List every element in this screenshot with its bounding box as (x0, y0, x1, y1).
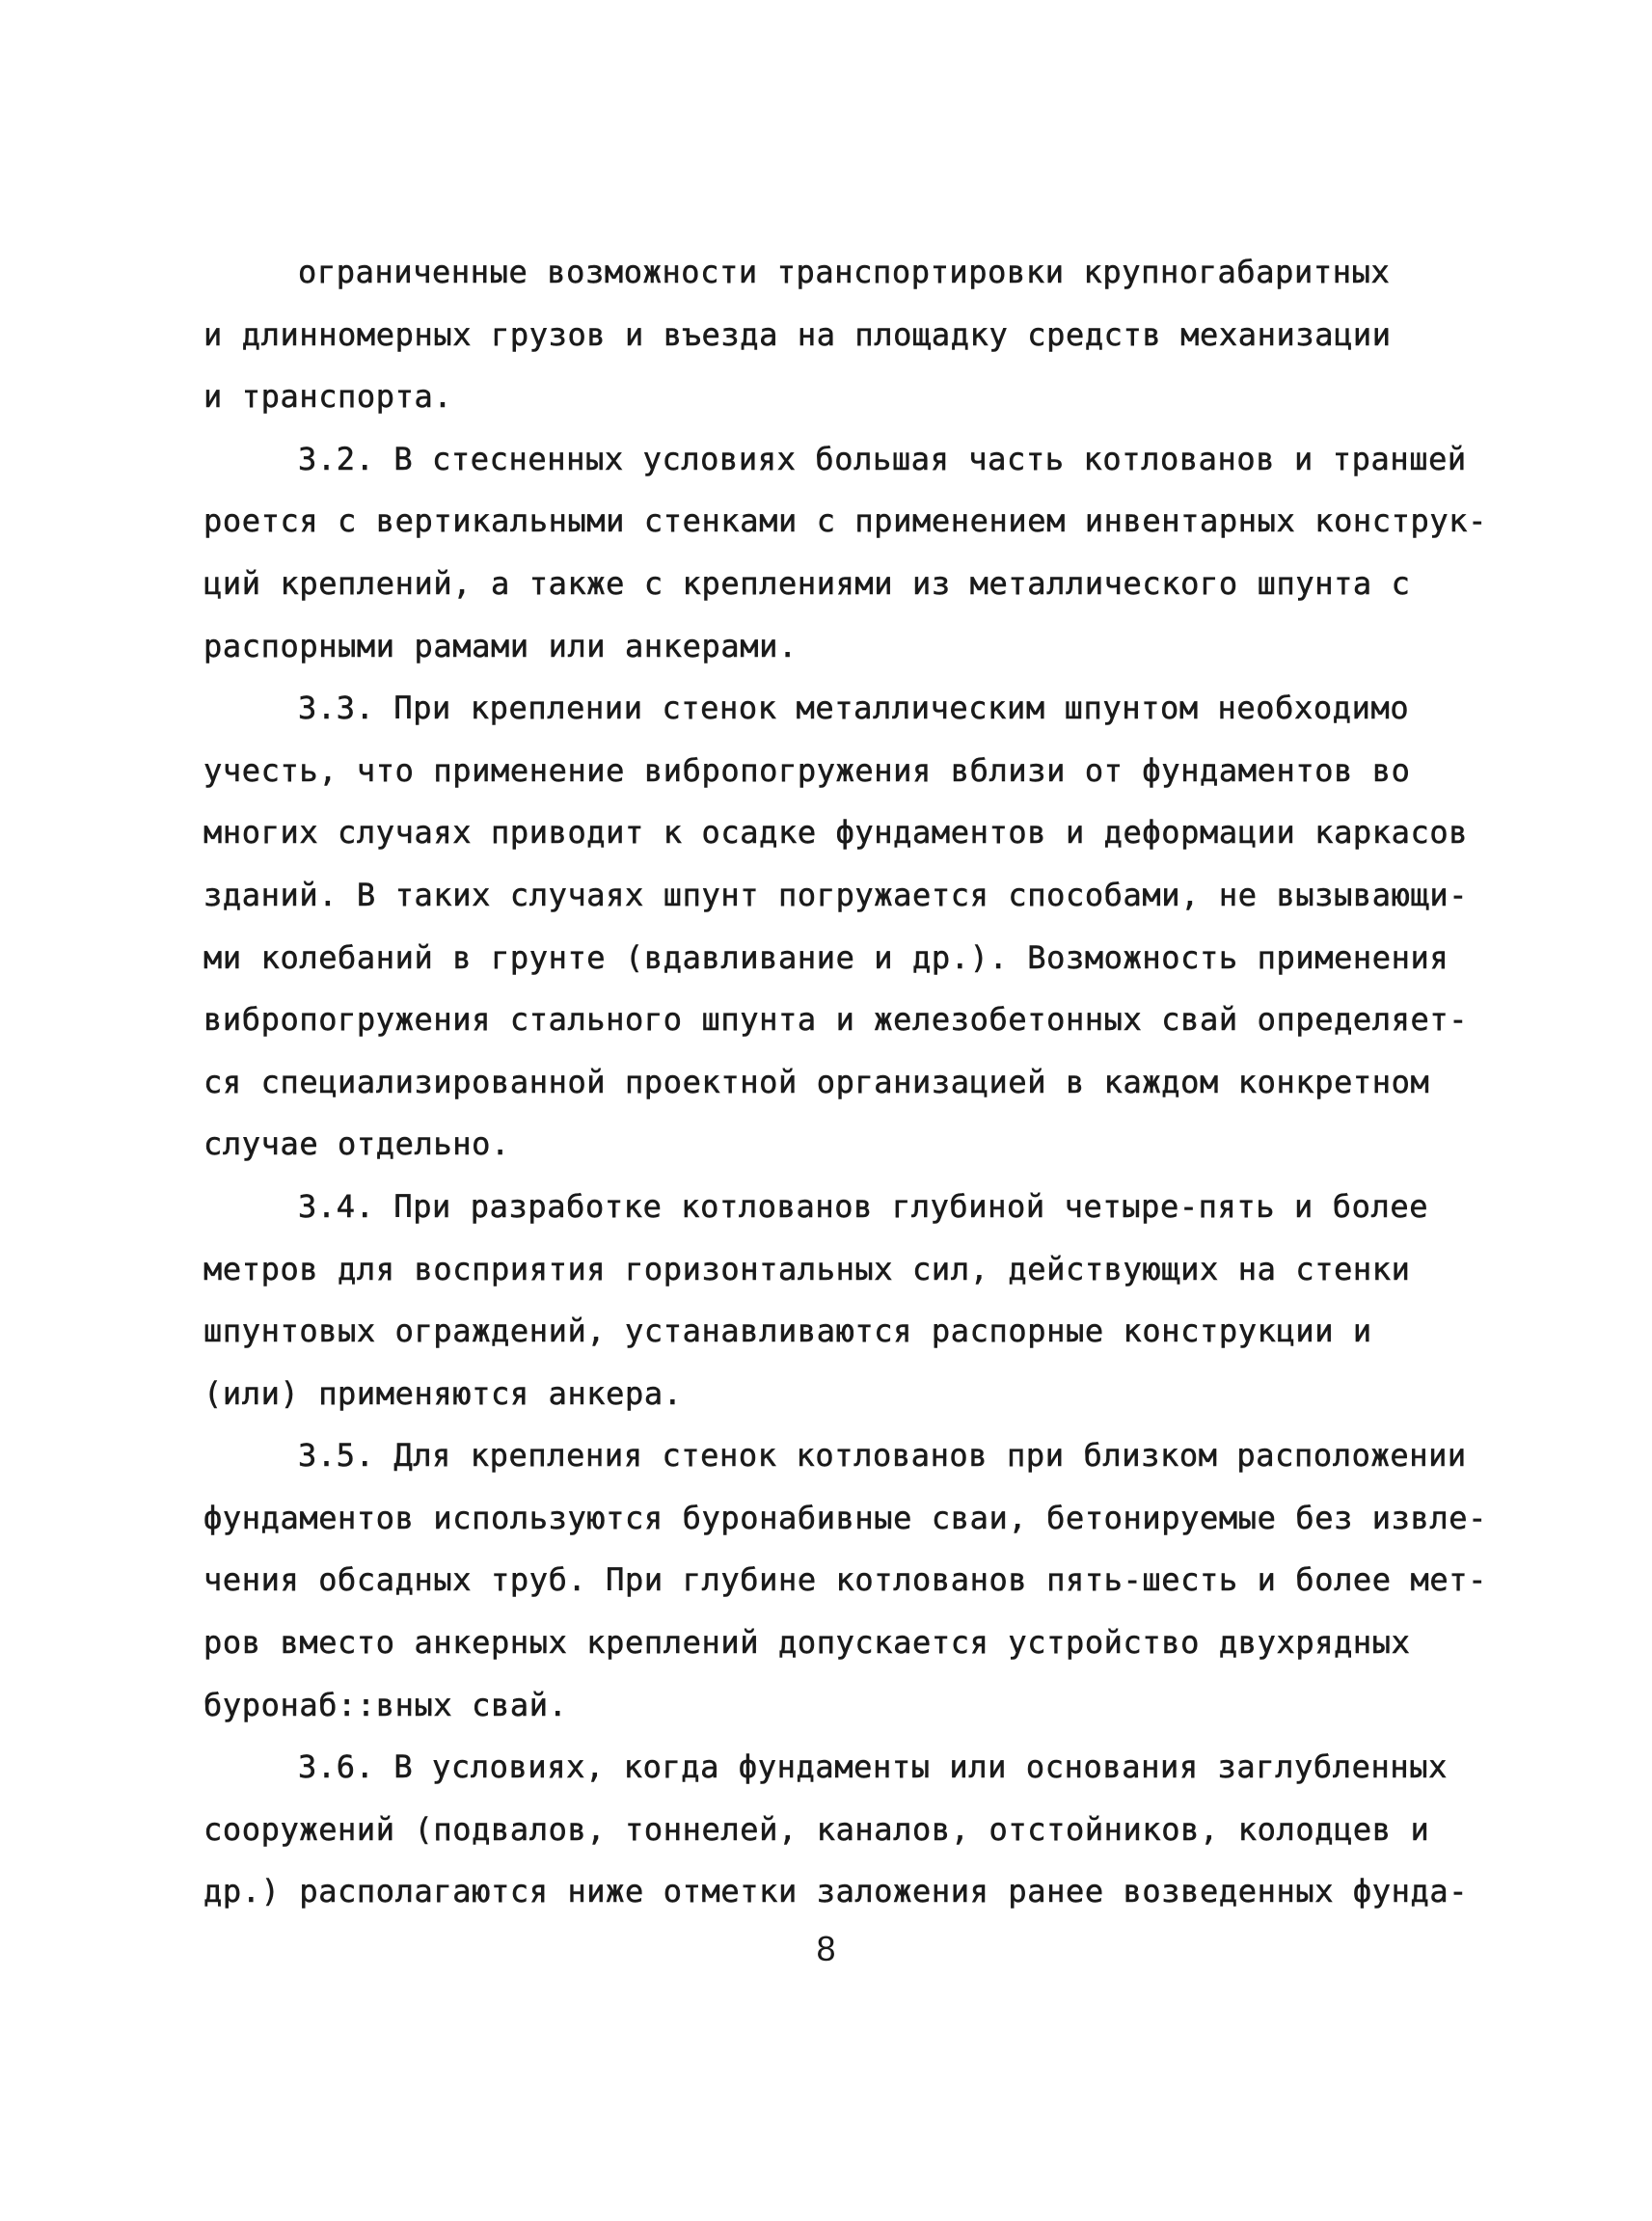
body-text (203, 241, 1486, 1923)
text-line: метров для восприятия горизонтальных сил, действующих на стенки (203, 1250, 1411, 1287)
text-line: распорными рамами или анкерами. (203, 627, 798, 664)
text-line: многих случаях приводит к осадке фундаментов и деформации каркасов (203, 814, 1469, 852)
paragraph-first-line: 3.6. В условиях, когда фундаменты или основания заглубленных (298, 1748, 1448, 1786)
text-line: ся специализированной проектной организацией в каждом конкретном (203, 1063, 1430, 1100)
text-line: ров вместо анкерных креплений допускается устройство двухрядных (203, 1624, 1411, 1662)
text-line: роется с вертикальными стенками с применением инвентарных конструк- (203, 502, 1487, 540)
text-line: и длинномерных грузов и въезда на площадку средств механизации (203, 315, 1392, 353)
paragraph-first-line: 3.2. В стесненных условиях большая часть котлованов и траншей (298, 440, 1467, 477)
text-line: (или) применяются анкера. (203, 1374, 683, 1412)
text-line: шпунтовых ограждений, устанавливаются распорные конструкции и (203, 1313, 1372, 1350)
text-line: фундаментов используются буронабивные сваи, бетонируемые без извле- (203, 1499, 1487, 1536)
text-line: сооружений (подвалов, тоннелей, каналов, отстойников, колодцев и (203, 1810, 1430, 1848)
text-line: буронаб::вных свай. (203, 1686, 568, 1723)
text-line: чения обсадных труб. При глубине котлованов пять-шесть и более мет- (203, 1561, 1487, 1599)
text-line: ми колебаний в грунте (вдавливание и др.). Возможность применения (203, 938, 1449, 976)
text-line: и транспорта. (203, 378, 453, 416)
paragraph-first-line: 3.3. При креплении стенок металлическим шпунтом необходимо (298, 690, 1410, 727)
text-line: вибропогружения стального шпунта и железобетонных свай определяет- (203, 1001, 1469, 1039)
text-line: случае отдельно. (203, 1125, 510, 1163)
text-line: учесть, что применение вибропогружения вблизи от фундаментов во (203, 751, 1411, 789)
text-line: ций креплений, а также с креплениями из металлического шпунта с (203, 564, 1411, 602)
page-number: 8 (816, 1929, 836, 1968)
text-line: др.) располагаются ниже отметки заложения ранее возведенных фунда- (203, 1873, 1469, 1910)
text-line: зданий. В таких случаях шпунт погружается способами, не вызывающи- (203, 876, 1469, 913)
paragraph-first-line: 3.5. Для крепления стенок котлованов при близком расположении (298, 1437, 1467, 1475)
paragraph-first-line: ограниченные возможности транспортировки крупногабаритных (298, 254, 1391, 290)
paragraph-first-line: 3.4. При разработке котлованов глубиной четыре-пять и более (298, 1187, 1429, 1225)
